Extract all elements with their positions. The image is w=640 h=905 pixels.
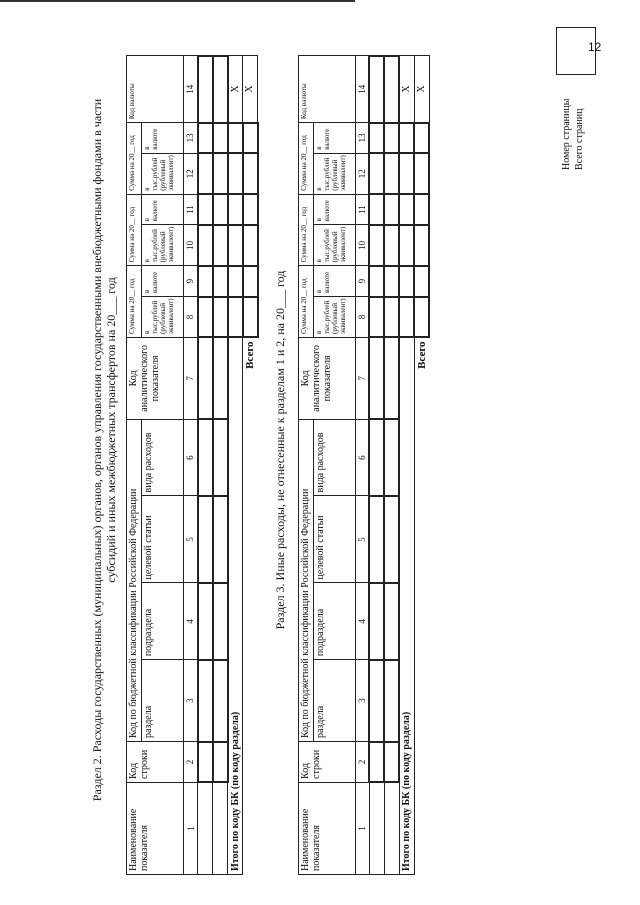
top-rule: [0, 0, 355, 2]
cell[interactable]: [213, 742, 228, 783]
vsego-row: [243, 56, 258, 875]
stamp-total-pages-label: Всего страниц: [574, 108, 585, 170]
col-num: 5: [184, 496, 198, 583]
cell[interactable]: [198, 225, 213, 266]
col-num: 12: [355, 153, 369, 194]
x-mark: X: [228, 56, 243, 123]
x-mark: X: [399, 56, 414, 123]
cell[interactable]: [414, 194, 429, 225]
section3-title: Раздел 3. Иные расходы, не отнесенные к разделам 1 и 2, на 20___ год: [272, 270, 287, 630]
cell[interactable]: [198, 660, 213, 742]
x-mark: X: [414, 56, 429, 123]
cell[interactable]: [213, 660, 228, 742]
cell[interactable]: [198, 496, 213, 583]
header-rub-3: в тыс.рублей (рублевый эквивалент): [313, 153, 355, 194]
header-cur-2: в валюте: [142, 194, 184, 225]
cell[interactable]: [384, 660, 399, 742]
table-row: [369, 56, 384, 875]
col-num: 12: [184, 153, 198, 194]
header-sum-2: Сумма на 20__ год: [298, 194, 313, 266]
vsego-label: Всего: [414, 337, 429, 874]
header-bk-code: Код по бюджетной классификации Российской Федерации: [298, 419, 313, 741]
cell[interactable]: [198, 419, 213, 496]
cell[interactable]: [228, 297, 243, 338]
cell[interactable]: [384, 742, 399, 783]
col-num: 7: [355, 337, 369, 419]
col-num: 14: [184, 56, 198, 123]
total-bk-row: [399, 56, 414, 875]
header-currency: Код валюты: [127, 56, 184, 123]
col-num: 5: [355, 496, 369, 583]
header-cur-3: в валюте: [313, 123, 355, 154]
col-num: 8: [355, 297, 369, 338]
x-mark: X: [243, 56, 258, 123]
header-target: целевой статьи: [142, 496, 184, 583]
header-rub-2: в тыс.рублей (рублевый эквивалент): [313, 225, 355, 266]
cell[interactable]: [399, 225, 414, 266]
header-row-code: Код строки: [298, 742, 355, 783]
cell[interactable]: [414, 153, 429, 194]
cell[interactable]: [384, 496, 399, 583]
cell[interactable]: [369, 153, 384, 194]
section2-table: [126, 55, 259, 875]
cell[interactable]: [369, 496, 384, 583]
col-num: 9: [184, 266, 198, 297]
cell[interactable]: [399, 266, 414, 297]
header-target: целевой статьи: [313, 496, 355, 583]
page-stamp: [560, 99, 586, 170]
cell[interactable]: [198, 742, 213, 783]
col-num: 6: [355, 419, 369, 496]
header-subsection: подраздела: [142, 583, 184, 660]
cell[interactable]: [414, 297, 429, 338]
cell[interactable]: [198, 123, 213, 154]
col-num: 8: [184, 297, 198, 338]
cell[interactable]: [369, 266, 384, 297]
col-num: 3: [355, 660, 369, 742]
page-number: 12: [588, 40, 602, 54]
col-num: 14: [355, 56, 369, 123]
cell[interactable]: [243, 123, 258, 154]
header-section: раздела: [142, 660, 184, 742]
col-num: 11: [184, 194, 198, 225]
cell[interactable]: [213, 194, 228, 225]
header-cur-1: в валюте: [313, 266, 355, 297]
col-num: 6: [184, 419, 198, 496]
cell[interactable]: [384, 583, 399, 660]
stamp-page-no-label: Номер страницы: [561, 98, 572, 170]
cell[interactable]: [213, 782, 228, 874]
header-rub-2: в тыс.рублей (рублевый эквивалент): [142, 225, 184, 266]
header-bk-code: Код по бюджетной классификации Российской Федерации: [127, 419, 142, 741]
col-num: 1: [184, 782, 198, 874]
header-sum-1: Сумма на 20__ год: [127, 266, 142, 338]
header-currency: Код валюты: [298, 56, 355, 123]
cell[interactable]: [369, 123, 384, 154]
stamp-box[interactable]: [556, 27, 596, 75]
vsego-row: [414, 56, 429, 875]
vsego-label: Всего: [243, 337, 258, 874]
cell[interactable]: [369, 194, 384, 225]
cell[interactable]: [213, 496, 228, 583]
header-analytic: Код аналитического показателя: [127, 337, 184, 419]
col-num: 11: [355, 194, 369, 225]
cell[interactable]: [369, 297, 384, 338]
header-sum-1: Сумма на 20__ год: [298, 266, 313, 338]
cell[interactable]: [213, 123, 228, 154]
cell[interactable]: [198, 782, 213, 874]
cell[interactable]: [243, 225, 258, 266]
cell[interactable]: [384, 782, 399, 874]
cell[interactable]: [384, 225, 399, 266]
cell[interactable]: [213, 225, 228, 266]
cell[interactable]: [384, 419, 399, 496]
header-sum-2: Сумма на 20__ год: [127, 194, 142, 266]
cell[interactable]: [228, 194, 243, 225]
cell[interactable]: [213, 419, 228, 496]
cell[interactable]: [369, 225, 384, 266]
cell[interactable]: [213, 583, 228, 660]
cell[interactable]: [384, 194, 399, 225]
cell[interactable]: [198, 266, 213, 297]
header-expense-type: вида расходов: [313, 419, 355, 496]
header-rub-1: в тыс.рублей (рублевый эквивалент): [142, 297, 184, 338]
cell[interactable]: [369, 337, 384, 419]
cell[interactable]: [213, 153, 228, 194]
cell[interactable]: [414, 123, 429, 154]
cell[interactable]: [369, 660, 384, 742]
col-num: 10: [355, 225, 369, 266]
cell[interactable]: [384, 297, 399, 338]
cell[interactable]: [384, 123, 399, 154]
header-cur-2: в валюте: [313, 194, 355, 225]
cell[interactable]: [384, 56, 399, 123]
cell[interactable]: [369, 583, 384, 660]
cell[interactable]: [198, 337, 213, 419]
cell[interactable]: [243, 194, 258, 225]
cell[interactable]: [228, 266, 243, 297]
cell[interactable]: [369, 56, 384, 123]
col-num: 2: [184, 742, 198, 783]
cell[interactable]: [228, 123, 243, 154]
header-rub-3: в тыс.рублей (рублевый эквивалент): [142, 153, 184, 194]
rotated-form: [90, 25, 630, 875]
cell[interactable]: [369, 419, 384, 496]
total-bk-label: Итого по коду БК (по коду раздела): [399, 337, 414, 874]
table-row: [213, 56, 228, 875]
col-num: 9: [355, 266, 369, 297]
cell[interactable]: [213, 297, 228, 338]
cell[interactable]: [399, 123, 414, 154]
cell[interactable]: [384, 266, 399, 297]
header-sum-3: Сумма на 20__ год: [127, 123, 142, 195]
col-num: 13: [355, 123, 369, 154]
header-section: раздела: [313, 660, 355, 742]
cell[interactable]: [213, 266, 228, 297]
cell[interactable]: [243, 266, 258, 297]
cell[interactable]: [243, 297, 258, 338]
col-num: 10: [184, 225, 198, 266]
cell[interactable]: [198, 194, 213, 225]
cell[interactable]: [213, 337, 228, 419]
cell[interactable]: [399, 194, 414, 225]
col-num: 4: [184, 583, 198, 660]
section2-title-line1: Раздел 2. Расходы государственных (муниципальных) органов, органов управления государственными внебюджетными фондами в части: [90, 98, 104, 802]
header-name: Наименование показателя: [127, 782, 184, 874]
col-num: 2: [355, 742, 369, 783]
total-bk-label: Итого по коду БК (по коду раздела): [228, 337, 243, 874]
header-subsection: подраздела: [313, 583, 355, 660]
section2-title-line2: субсидий и иных межбюджетных трансфертов на 20___ год: [104, 277, 118, 583]
cell[interactable]: [198, 56, 213, 123]
header-analytic: Код аналитического показателя: [298, 337, 355, 419]
cell[interactable]: [369, 782, 384, 874]
cell[interactable]: [213, 56, 228, 123]
cell[interactable]: [414, 225, 429, 266]
cell[interactable]: [399, 153, 414, 194]
header-expense-type: вида расходов: [142, 419, 184, 496]
cell[interactable]: [198, 153, 213, 194]
section2-title: [90, 25, 118, 875]
cell[interactable]: [369, 742, 384, 783]
section3-table: [298, 55, 431, 875]
header-cur-3: в валюте: [142, 123, 184, 154]
col-num: 7: [184, 337, 198, 419]
header-row-code: Код строки: [127, 742, 184, 783]
col-num: 1: [355, 782, 369, 874]
cell[interactable]: [228, 225, 243, 266]
header-rub-1: в тыс.рублей (рублевый эквивалент): [313, 297, 355, 338]
col-num: 4: [355, 583, 369, 660]
cell[interactable]: [414, 266, 429, 297]
col-num: 3: [184, 660, 198, 742]
cell[interactable]: [198, 583, 213, 660]
header-sum-3: Сумма на 20__ год: [298, 123, 313, 195]
table-row: [198, 56, 213, 875]
total-bk-row: [228, 56, 243, 875]
col-num: 13: [184, 123, 198, 154]
cell[interactable]: [384, 337, 399, 419]
cell[interactable]: [243, 153, 258, 194]
header-name: Наименование показателя: [298, 782, 355, 874]
cell[interactable]: [228, 153, 243, 194]
cell[interactable]: [198, 297, 213, 338]
cell[interactable]: [399, 297, 414, 338]
cell[interactable]: [384, 153, 399, 194]
header-cur-1: в валюте: [142, 266, 184, 297]
table-row: [384, 56, 399, 875]
